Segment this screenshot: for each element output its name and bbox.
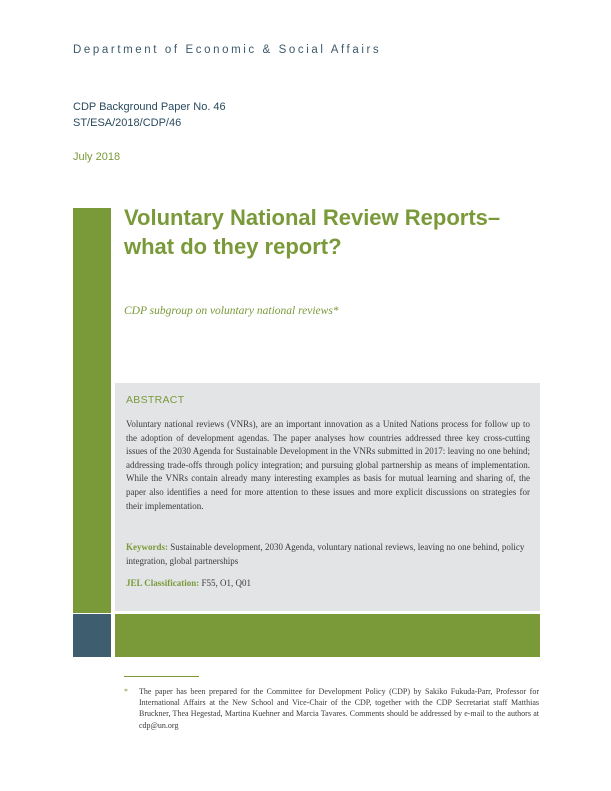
abstract-text: Voluntary national reviews (VNRs), are an important innovation as a United Nations process for follow up to the adoption of development agendas. The paper analyses how countries addressed three key cross-cutting issues of the 2030 Agenda for Sustainable Development in the VNRs submitted in 2017: leaving no one behind; addressing trade-offs through policy integration; and pursuing global partnership as means of implementation. While the VNRs contain already many interesting examples as basis for mutual learning and sharing of, the paper also identifies a need for more attention to these issues and more explicit discussions on strategies for their implementation. (126, 419, 530, 511)
footnote-text: The paper has been prepared for the Committee for Development Policy (CDP) by Sakiko Fukuda-Parr, Professor for International Affairs at the New School and Vice-Chair of the CDP, together with the CDP Secretariat staff Matthias Bruckner, Thea Hegestad, Martina Kuehner and Marcia Tavares. Comments should be addressed by e-mail to the authors at cdp@un.org (139, 687, 539, 730)
document-symbol: ST/ESA/2018/CDP/46 (73, 117, 182, 129)
paper-authors: CDP subgroup on voluntary national reviews* (124, 305, 339, 317)
keywords-value: Sustainable development, 2030 Agenda, voluntary national reviews, leaving no one behind, policy integration, global partnerships (126, 542, 525, 566)
abstract-heading: ABSTRACT (126, 394, 185, 406)
jel-line (126, 577, 530, 591)
abstract-section (115, 383, 540, 611)
publication-date: July 2018 (73, 151, 121, 163)
decorative-blue-block (73, 614, 111, 657)
decorative-green-band (115, 614, 540, 657)
paper-number: CDP Background Paper No. 46 (73, 101, 226, 113)
keywords-label: Keywords: (126, 542, 171, 552)
paper-identifiers (73, 99, 226, 131)
jel-value: F55, O1, Q01 (201, 578, 252, 588)
department-name: Department of Economic & Social Affairs (73, 44, 382, 56)
keywords-line (126, 541, 530, 568)
decorative-green-bar (73, 208, 111, 613)
jel-label: JEL Classification: (126, 578, 202, 588)
paper-title: Voluntary National Review Reports– what do they report? (124, 205, 501, 259)
footnote-marker: * (124, 687, 128, 696)
footnote-divider (124, 676, 199, 677)
